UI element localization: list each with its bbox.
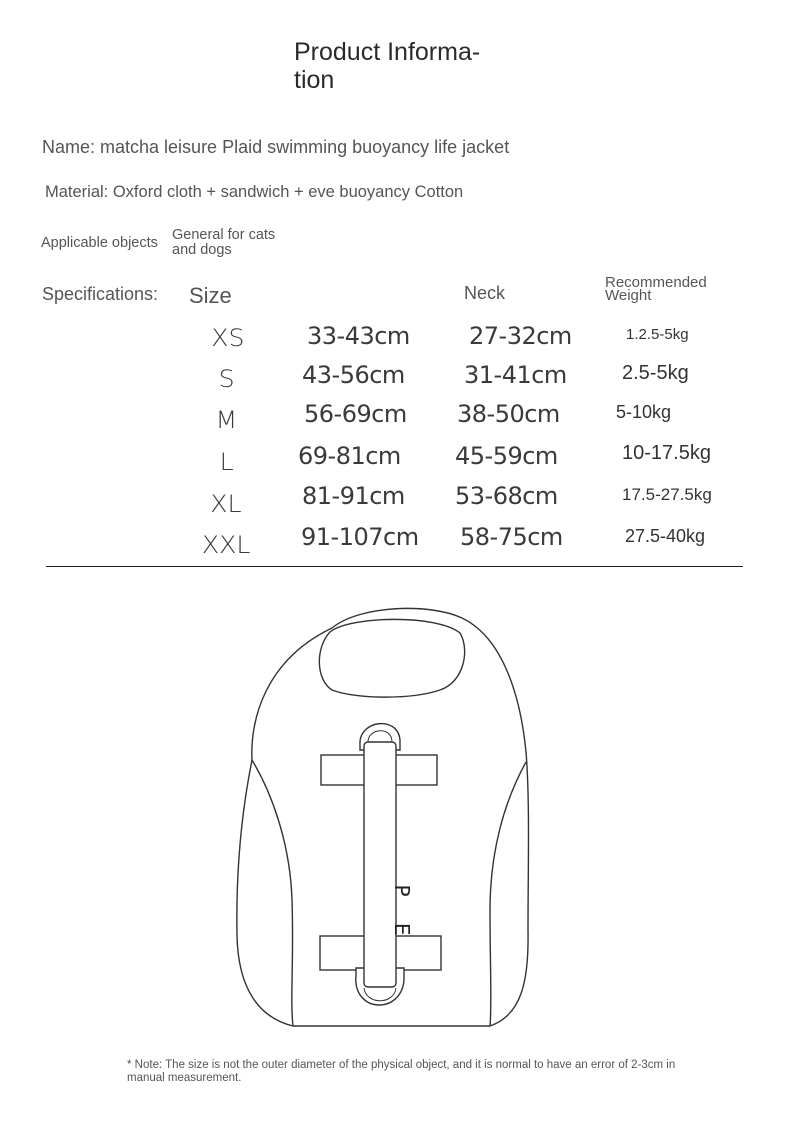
chest-cell: 33-43cm — [307, 322, 410, 350]
weight-cell: 2.5-5kg — [622, 362, 689, 384]
divider — [46, 566, 743, 567]
applicable-objects-value: General for cats and dogs — [172, 227, 276, 258]
jacket-handle-strap — [364, 742, 396, 987]
size-cell: S — [218, 365, 235, 393]
size-cell: M — [215, 406, 238, 434]
jacket-left-seam — [252, 760, 293, 1026]
chest-cell: 81-91cm — [302, 482, 405, 510]
weight-cell: 5-10kg — [616, 402, 672, 422]
life-jacket-illustration — [230, 600, 540, 1040]
jacket-neck-opening — [319, 619, 464, 697]
neck-cell: 58-75cm — [460, 523, 563, 551]
strap-letters: P E — [390, 884, 414, 946]
size-cell: XL — [210, 490, 242, 518]
weight-cell: 1.2.5-5kg — [626, 326, 689, 343]
measurement-note: * Note: The size is not the outer diameter of the physical object, and it is normal to have an error of 2-3cm in manual measurement. — [127, 1059, 676, 1084]
neck-cell: 31-41cm — [464, 361, 567, 389]
applicable-objects-label: Applicable objects — [41, 235, 158, 251]
neck-column-header: Neck — [464, 283, 506, 303]
jacket-right-seam — [490, 762, 526, 1026]
size-cell: XS — [211, 324, 245, 352]
product-name: Name: matcha leisure Plaid swimming buoyancy life jacket — [42, 137, 510, 157]
chest-cell: 91-107cm — [301, 523, 419, 551]
product-material: Material: Oxford cloth + sandwich + eve buoyancy Cotton — [45, 183, 464, 201]
neck-cell: 53-68cm — [455, 482, 558, 510]
size-cell: L — [219, 448, 234, 476]
size-column-header: Size — [189, 283, 232, 308]
specifications-label: Specifications: — [42, 284, 159, 304]
weight-cell: 10-17.5kg — [622, 442, 711, 464]
neck-cell: 38-50cm — [457, 400, 560, 428]
neck-cell: 45-59cm — [455, 442, 558, 470]
chest-cell: 56-69cm — [304, 400, 407, 428]
size-cell: XXL — [201, 531, 251, 559]
weight-cell: 27.5-40kg — [625, 526, 706, 546]
chest-cell: 69-81cm — [298, 442, 401, 470]
page-title: Product Informa- tion — [294, 38, 481, 94]
chest-cell: 43-56cm — [302, 361, 405, 389]
weight-cell: 17.5-27.5kg — [622, 485, 712, 504]
neck-cell: 27-32cm — [469, 322, 572, 350]
weight-column-header: Recommended Weight — [605, 274, 707, 304]
